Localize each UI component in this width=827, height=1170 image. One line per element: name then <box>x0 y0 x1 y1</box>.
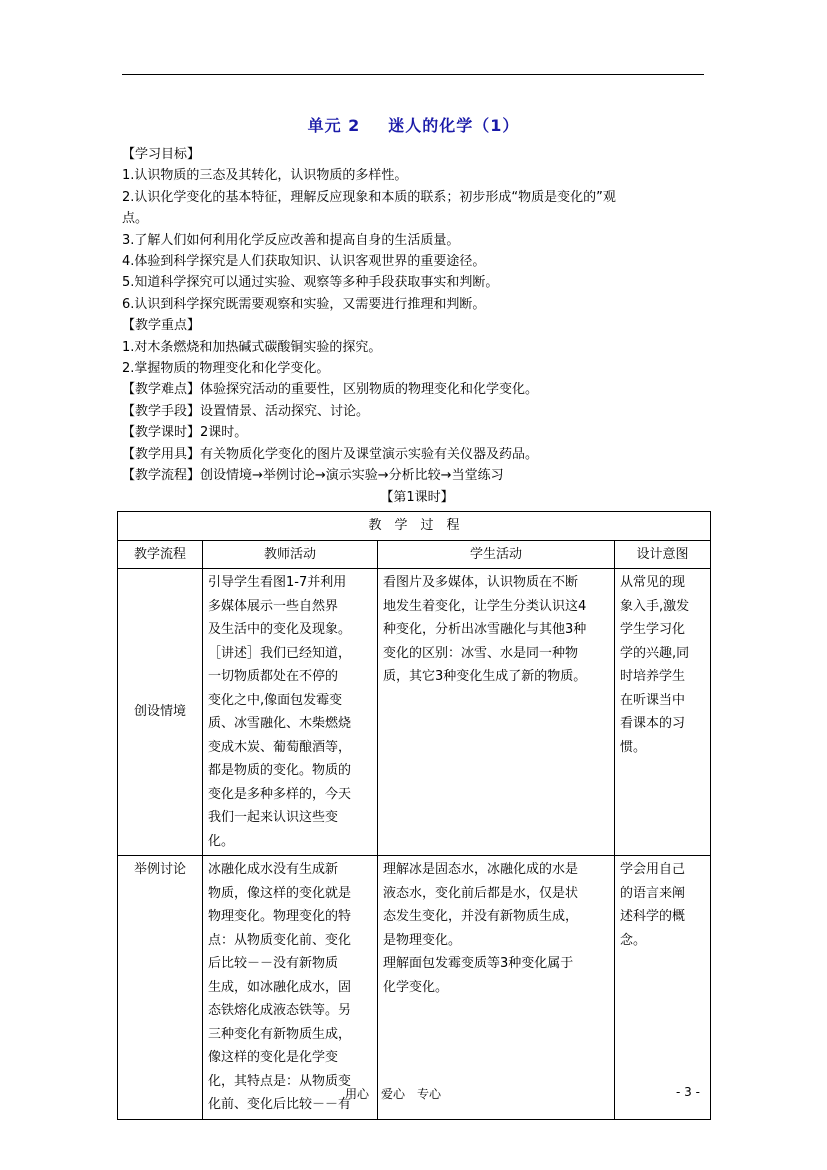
page-title <box>0 113 827 136</box>
goal-2-cont: 点。 <box>122 211 149 227</box>
cell-line: 变化的区别：冰雪、水是同一种物 <box>383 645 579 661</box>
table-caption: 教 学 过 程 <box>118 512 711 541</box>
cell-line: 述科学的概 <box>620 909 686 924</box>
cell-line: 冰融化成水没有生成新 <box>208 862 339 877</box>
cell-line: 学会用自己 <box>620 862 686 877</box>
goals-header: 【学习目标】 <box>122 147 201 162</box>
title-unit: 单元 2 <box>307 116 361 135</box>
cell-line: 化前、变化后比较－－有 <box>208 1097 352 1112</box>
cell-line: 我们一起来认识这些变 <box>208 810 339 825</box>
header-student: 学生活动 <box>378 540 615 569</box>
title-name: 迷人的化学（1） <box>388 116 520 135</box>
table-row <box>118 856 711 1120</box>
row-student <box>378 569 615 856</box>
cell-line: 物质，像这样的变化就是 <box>208 885 352 901</box>
cell-line: 质、冰雪融化、木柴燃烧 <box>208 716 352 731</box>
goal-3: 3.了解人们如何利用化学反应改善和提高自身的生活质量。 <box>122 232 460 248</box>
row-teacher <box>203 569 378 856</box>
table-row <box>118 569 711 856</box>
cell-line: 化。 <box>208 833 235 849</box>
cell-line: 从常见的现 <box>620 575 686 590</box>
cell-line: 学的兴趣,同 <box>620 645 690 661</box>
cell-line: 变成木炭、葡萄酿酒等， <box>208 739 352 755</box>
cell-line: 是物理变化。 <box>383 932 462 948</box>
page-number: - 3 - <box>676 1085 700 1099</box>
cell-line: 多媒体展示一些自然界 <box>208 598 339 614</box>
cell-line: 质，其它3种变化生成了新的物质。 <box>383 669 587 684</box>
cell-line: 及生活中的变化及现象。 <box>208 622 352 637</box>
row-student <box>378 856 615 1120</box>
cell-line: 液态水，变化前后都是水，仅是状 <box>383 885 579 901</box>
cell-line: 种变化，分析出冰雪融化与其他3种 <box>383 622 587 637</box>
cell-line: 点：从物质变化前、变化 <box>208 932 352 948</box>
tools: 【教学用具】有关物质化学变化的图片及课堂演示实验有关仪器及药品。 <box>122 446 539 462</box>
cell-line: 都是物质的变化。物质的 <box>208 763 352 778</box>
cell-line: 变化之中,像面包发霉变 <box>208 692 343 708</box>
cell-line: 的语言来阐 <box>620 885 686 901</box>
goal-6: 6.认识到科学探究既需要观察和实验，又需要进行推理和判断。 <box>122 296 486 312</box>
cell-line: 象入手,激发 <box>620 598 690 614</box>
header-rule <box>122 74 704 75</box>
goal-4: 4.体验到科学探究是人们获取知识、认识客观世界的重要途径。 <box>122 254 486 270</box>
cell-line: 一切物质都处在不停的 <box>208 669 339 684</box>
cell-line: 态发生变化，并没有新物质生成， <box>383 909 579 924</box>
lesson-plan-text <box>122 144 712 508</box>
cell-line: 生成，如冰融化成水，固 <box>208 979 352 995</box>
cell-line: 引导学生看图1-7并利用 <box>208 575 347 590</box>
focus-2: 2.掌握物质的物理变化和化学变化。 <box>122 361 330 377</box>
difficulty: 【教学难点】体验探究活动的重要性，区别物质的物理变化和化学变化。 <box>122 382 539 398</box>
cell-line: ［讲述］我们已经知道， <box>208 645 352 661</box>
row-teacher <box>203 856 378 1120</box>
cell-line: 惯。 <box>620 739 647 755</box>
row-intent <box>615 569 711 856</box>
focus-1: 1.对木条燃烧和加热碱式碳酸铜实验的探究。 <box>122 339 382 355</box>
cell-line: 念。 <box>620 932 647 948</box>
cell-line: 时培养学生 <box>620 669 686 684</box>
cell-line: 学生学习化 <box>620 622 686 637</box>
row-flow: 举例讨论 <box>118 856 203 1120</box>
goal-1: 1.认识物质的三态及其转化，认识物质的多样性。 <box>122 168 408 184</box>
cell-line: 态铁熔化成液态铁等。另 <box>208 1003 352 1018</box>
means: 【教学手段】设置情景、活动探究、讨论。 <box>122 403 370 419</box>
goal-2: 2.认识化学变化的基本特征，理解反应现象和本质的联系；初步形成“物质是变化的”观 <box>122 189 616 205</box>
cell-line: 地发生着变化，让学生分类认识这4 <box>383 598 587 614</box>
cell-line: 在听课当中 <box>620 692 686 708</box>
cell-line: 化，其特点是：从物质变 <box>208 1073 352 1089</box>
cell-line: 理解冰是固态水，冰融化成的水是 <box>383 862 579 877</box>
cell-line: 看课本的习 <box>620 716 686 731</box>
header-teacher: 教师活动 <box>203 540 378 569</box>
row-intent <box>615 856 711 1120</box>
teaching-process-table <box>117 511 711 1120</box>
hours: 【教学课时】2课时。 <box>122 425 248 441</box>
goal-5: 5.知道科学探究可以通过实验、观察等多种手段获取事实和判断。 <box>122 275 499 291</box>
footer-motto: 用心 爱心 专心 <box>345 1087 442 1101</box>
cell-line: 化学变化。 <box>383 979 449 995</box>
lesson-label: 【第1课时】 <box>380 489 454 505</box>
header-flow: 教学流程 <box>118 540 203 569</box>
cell-line: 像这样的变化是化学变 <box>208 1050 339 1065</box>
cell-line: 变化是多种多样的，今天 <box>208 786 352 802</box>
process: 【教学流程】创设情境→举例讨论→演示实验→分析比较→当堂练习 <box>122 468 504 484</box>
cell-line: 物理变化。物理变化的特 <box>208 909 352 924</box>
cell-line: 后比较－－没有新物质 <box>208 956 339 971</box>
cell-line: 看图片及多媒体，认识物质在不断 <box>383 575 579 590</box>
row-flow: 创设情境 <box>118 569 203 856</box>
header-intent: 设计意图 <box>615 540 711 569</box>
cell-line: 理解面包发霉变质等3种变化属于 <box>383 956 574 971</box>
cell-line: 三种变化有新物质生成， <box>208 1026 352 1042</box>
focus-header: 【教学重点】 <box>122 318 201 334</box>
